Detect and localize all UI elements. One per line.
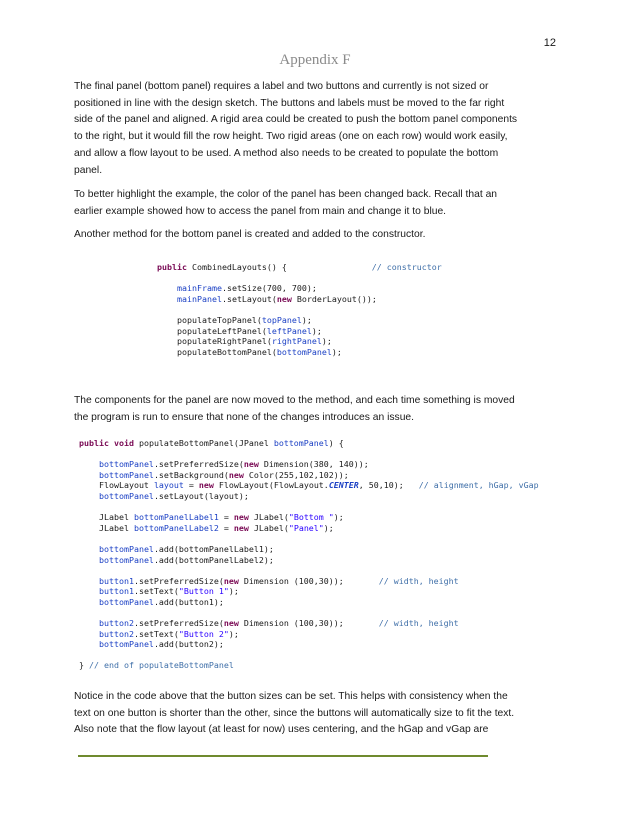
code-block-constructor — [157, 262, 442, 357]
paragraph-intro: The final panel (bottom panel) requires a label and two buttons and currently is not sized or positioned in line with the design sketch. The buttons and labels must be moved to the far right side of the panel and aligned. A rigid area could be created to push the bottom panel components to the right, but it would fill the row height. Two rigid areas (one on each row) would work easily, and allow a flow layout to be used. A method also needs to be created to populate the bottom panel. — [74, 81, 518, 176]
code-line — [79, 491, 539, 502]
code-line — [157, 273, 442, 284]
code-token: Dimension (100,30)); — [243, 618, 379, 629]
code-line — [79, 512, 539, 523]
code-token: bottomPanel — [98, 459, 154, 470]
code-token: ); — [321, 336, 332, 347]
code-token: .setPreferredSize( — [153, 459, 244, 470]
code-line — [79, 608, 539, 619]
code-line — [157, 304, 442, 315]
code-token: bottomPanel — [98, 596, 154, 607]
code-line — [79, 544, 539, 555]
code-token: new — [198, 480, 219, 491]
code-token — [79, 586, 99, 596]
code-line — [79, 555, 539, 566]
code-line — [79, 639, 539, 650]
code-token: new — [223, 575, 244, 586]
code-token: button2 — [98, 618, 134, 629]
code-token: ); — [228, 586, 239, 597]
paragraph-notice: Notice in the code above that the button sizes can be set. This helps with consistency when the text on one button is shorter than the other, since the buttons will automatically size to fit the text. Also note that the flow layout (at least for now) uses centering, and the hGap and vGap are — [74, 691, 515, 736]
code-token: .add(bottomPanelLabel2); — [153, 554, 274, 565]
code-token: .setText( — [133, 586, 179, 597]
code-token — [79, 544, 99, 554]
code-line — [79, 449, 539, 460]
code-line — [79, 523, 539, 534]
code-token: bottomPanel — [98, 469, 154, 480]
code-token: bottomPanel — [276, 346, 332, 357]
code-token: = — [218, 512, 234, 523]
code-token: mainPanel — [176, 293, 222, 304]
code-line — [79, 438, 539, 449]
code-token: leftPanel — [266, 325, 312, 336]
code-line — [157, 315, 442, 326]
code-token: public void — [79, 438, 139, 448]
code-token: // width, height — [378, 575, 459, 586]
code-line — [157, 336, 442, 347]
code-line — [157, 262, 442, 273]
code-token — [157, 294, 177, 304]
code-token: new — [276, 293, 297, 304]
code-token: new — [228, 469, 249, 480]
code-token: populateBottomPanel( — [157, 346, 277, 357]
code-token: bottomPanel — [98, 543, 154, 554]
code-token: CombinedLayouts() { — [191, 262, 372, 272]
code-token: "Button 1" — [178, 586, 229, 597]
code-token: "Panel" — [288, 522, 324, 533]
code-token — [79, 576, 99, 586]
code-line — [157, 347, 442, 358]
code-token — [79, 639, 99, 649]
code-line — [79, 576, 539, 587]
code-token: = — [218, 522, 234, 533]
code-line — [79, 533, 539, 544]
code-token: public — [157, 262, 192, 272]
code-token: BorderLayout()); — [296, 293, 377, 304]
code-token — [79, 597, 99, 607]
code-token: JLabel( — [253, 512, 289, 523]
code-token: Dimension (100,30)); — [243, 575, 379, 586]
code-token: .setBackground( — [153, 469, 229, 480]
code-line — [157, 326, 442, 337]
code-line — [157, 283, 442, 294]
code-token: layout — [153, 480, 184, 491]
code-token: new — [233, 522, 254, 533]
code-token — [79, 618, 99, 628]
code-token: ); — [323, 522, 334, 533]
code-token: ); — [333, 512, 344, 523]
code-line — [157, 294, 442, 305]
code-token: .setLayout( — [221, 293, 277, 304]
code-token: bottomPanel — [98, 554, 154, 565]
code-token: bottomPanelLabel2 — [133, 522, 219, 533]
code-token: // width, height — [378, 618, 459, 629]
code-token: new — [223, 618, 244, 629]
code-token: FlowLayout(FlowLayout. — [218, 480, 329, 491]
footer-rule — [78, 755, 488, 757]
code-token: // alignment, hGap, vGap — [418, 480, 539, 491]
page-number: 12 — [543, 37, 556, 49]
code-token: , 50,10); — [358, 480, 419, 491]
code-token: new — [233, 512, 254, 523]
code-line — [79, 480, 539, 491]
code-token — [79, 459, 99, 469]
code-token: .setSize(700, 700); — [221, 283, 317, 294]
code-line — [79, 629, 539, 640]
code-line — [79, 459, 539, 470]
code-token: ) { — [328, 438, 344, 448]
code-token: button2 — [98, 628, 134, 639]
code-token: JLabel( — [253, 522, 289, 533]
code-token: // constructor — [371, 262, 442, 272]
code-token: .add(bottomPanelLabel1); — [153, 543, 274, 554]
code-line — [79, 597, 539, 608]
code-token — [79, 629, 99, 639]
code-token: FlowLayout — [79, 480, 154, 491]
code-token: new — [243, 459, 264, 470]
code-token: CENTER — [328, 480, 359, 491]
code-token: .setLayout(layout); — [153, 490, 249, 501]
code-token: } — [79, 660, 89, 671]
paragraph-color: To better highlight the example, the color of the panel has been changed back. Recall that an earlier example showed how to access the panel from main and change it to blue. — [74, 189, 498, 217]
code-line — [79, 565, 539, 576]
code-token: topPanel — [261, 314, 302, 325]
code-line — [79, 618, 539, 629]
code-token: Dimension(380, 140)); — [263, 459, 369, 470]
code-token: JLabel — [79, 512, 134, 523]
code-line — [79, 586, 539, 597]
code-token: ); — [311, 325, 322, 336]
code-token: bottomPanel — [273, 438, 329, 448]
code-token: populateRightPanel( — [157, 336, 272, 347]
code-line — [79, 660, 539, 671]
code-line — [79, 502, 539, 513]
code-token — [79, 470, 99, 480]
code-token: "Button 2" — [178, 628, 229, 639]
code-token: = — [183, 480, 199, 491]
paragraph-method: Another method for the bottom panel is created and added to the constructor. — [74, 229, 426, 240]
code-token: populateTopPanel( — [157, 314, 262, 325]
code-token: .add(button2); — [153, 639, 224, 650]
code-token: mainFrame — [176, 283, 222, 294]
code-token: button1 — [98, 586, 134, 597]
code-token: ); — [301, 314, 312, 325]
code-line — [79, 470, 539, 481]
code-token: bottomPanel — [98, 639, 154, 650]
code-token — [79, 555, 99, 565]
page-title: Appendix F — [279, 52, 351, 68]
code-token: button1 — [98, 575, 134, 586]
code-token: ); — [228, 628, 239, 639]
code-token — [157, 283, 177, 293]
code-token: populateLeftPanel( — [157, 325, 267, 336]
code-block-populate-bottom-panel — [79, 438, 539, 671]
code-token: bottomPanel — [98, 490, 154, 501]
code-token: ); — [331, 346, 342, 357]
code-token: Color(255,102,102)); — [248, 469, 349, 480]
code-line — [79, 650, 539, 661]
code-token: rightPanel — [271, 336, 322, 347]
code-token: .setPreferredSize( — [133, 575, 224, 586]
code-token: .add(button1); — [153, 596, 224, 607]
code-token: "Bottom " — [288, 512, 334, 523]
code-token: // end of populateBottomPanel — [89, 660, 234, 671]
code-token — [79, 491, 99, 501]
code-token: bottomPanelLabel1 — [133, 512, 219, 523]
code-token: .setText( — [133, 628, 179, 639]
code-token: JLabel — [79, 522, 134, 533]
paragraph-components: The components for the panel are now moved to the method, and each time something is moved the program is run to ensure that none of the changes introduces an issue. — [74, 395, 515, 423]
code-token: .setPreferredSize( — [133, 618, 224, 629]
code-token: populateBottomPanel(JPanel — [138, 438, 274, 448]
